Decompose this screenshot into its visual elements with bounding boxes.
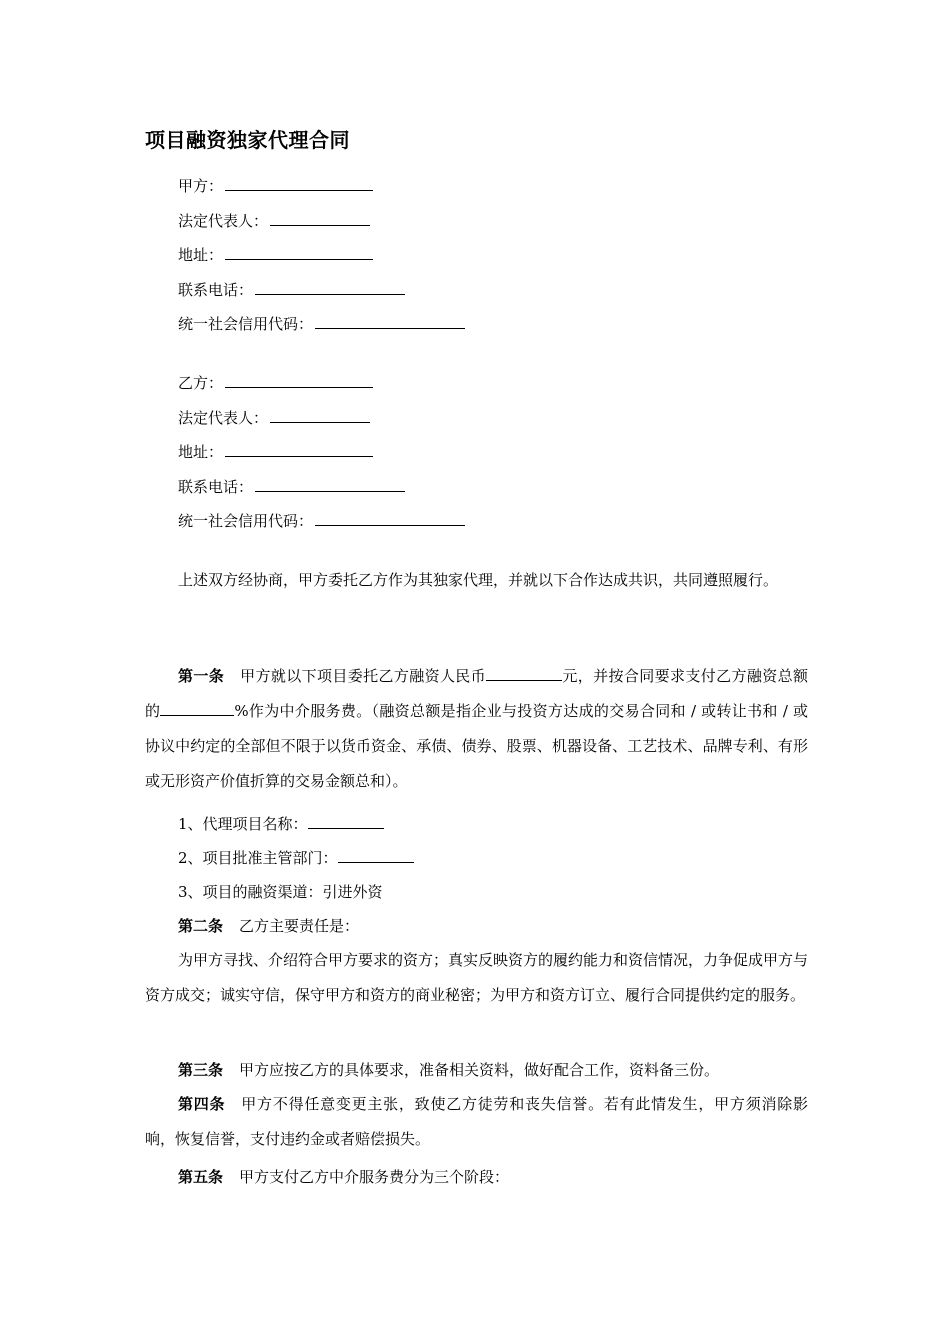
item-1 <box>178 814 384 834</box>
item-1-text: 1、代理项目名称： <box>178 815 308 833</box>
item-1-blank[interactable] <box>308 814 384 829</box>
clause-1-text-b: 元，并按合同要求支付乙方融资总额的 <box>145 667 808 720</box>
party-a-rep-label: 法定代表人： <box>178 212 269 230</box>
party-b-credit-label: 统一社会信用代码： <box>178 512 314 530</box>
clause-2-label: 第二条 <box>178 917 224 935</box>
party-b-address-blank[interactable] <box>225 442 373 457</box>
party-a-credit-label: 统一社会信用代码： <box>178 315 314 333</box>
item-2 <box>178 848 414 868</box>
clause-1-label: 第一条 <box>178 667 225 685</box>
party-a-address-field <box>178 245 373 265</box>
party-b-phone-blank[interactable] <box>255 477 405 492</box>
clause-1-amount-blank[interactable] <box>486 666 562 681</box>
party-b-phone-field <box>178 477 405 497</box>
party-a-credit-field <box>178 314 465 334</box>
clause-3-text: 甲方应按乙方的具体要求，准备相关资料，做好配合工作，资料备三份。 <box>239 1061 720 1079</box>
clause-3 <box>178 1060 719 1080</box>
party-b-address-field <box>178 442 373 462</box>
party-a-name-label: 甲方： <box>178 177 224 195</box>
party-b-credit-field <box>178 511 465 531</box>
clause-5-text: 甲方支付乙方中介服务费分为三个阶段： <box>239 1168 510 1186</box>
party-a-rep-field <box>178 211 370 231</box>
contract-title: 项目融资独家代理合同 <box>145 128 350 152</box>
party-b-name-label: 乙方： <box>178 374 224 392</box>
party-a-credit-blank[interactable] <box>315 314 465 329</box>
clause-4-label: 第四条 <box>178 1095 226 1113</box>
item-3-text: 3、项目的融资渠道：引进外资 <box>178 883 383 901</box>
party-a-rep-blank[interactable] <box>270 211 370 226</box>
clause-4-text: 甲方不得任意变更主张，致使乙方徒劳和丧失信誉。若有此情发生，甲方须消除影响，恢复信誉，支付违约金或者赔偿损失。 <box>145 1095 808 1148</box>
party-b-address-label: 地址： <box>178 443 224 461</box>
clause-1-text-c: %作为中介服务费。（融资总额是指企业与投资方达成的交易合同和 / 或转让书和 / 或协议中约定的全部但不限于以货币资金、承债、债券、股票、机器设备、工艺技术、品牌专利、有形或无形资产价值折算的交易金额总和）。 <box>145 702 808 790</box>
party-a-address-label: 地址： <box>178 246 224 264</box>
clause-3-label: 第三条 <box>178 1061 224 1079</box>
party-b-rep-blank[interactable] <box>270 408 370 423</box>
party-b-name-field <box>178 373 373 393</box>
item-3 <box>178 882 383 902</box>
clause-2-detail: 为甲方寻找、介绍符合甲方要求的资方；真实反映资方的履约能力和资信情况，力争促成甲方与资方成交；诚实守信，保守甲方和资方的商业秘密；为甲方和资方订立、履行合同提供约定的服务。 <box>145 951 809 1004</box>
party-b-rep-field <box>178 408 370 428</box>
clause-2-text: 乙方主要责任是： <box>239 917 360 935</box>
clause-1 <box>145 659 808 799</box>
clause-5-label: 第五条 <box>178 1168 224 1186</box>
party-b-name-blank[interactable] <box>225 373 373 388</box>
party-a-phone-blank[interactable] <box>255 280 405 295</box>
party-a-name-field <box>178 176 373 196</box>
item-2-blank[interactable] <box>338 848 414 863</box>
party-a-phone-field <box>178 280 405 300</box>
clause-1-percent-blank[interactable] <box>160 701 234 716</box>
clause-2 <box>178 916 359 936</box>
party-a-name-blank[interactable] <box>225 176 373 191</box>
party-b-phone-label: 联系电话： <box>178 478 254 496</box>
clause-4 <box>145 1087 808 1157</box>
party-a-phone-label: 联系电话： <box>178 281 254 299</box>
party-a-address-blank[interactable] <box>225 245 373 260</box>
party-b-credit-blank[interactable] <box>315 511 465 526</box>
clause-5 <box>178 1167 509 1187</box>
clause-1-text-a: 甲方就以下项目委托乙方融资人民币 <box>240 667 487 685</box>
intro-paragraph: 上述双方经协商，甲方委托乙方作为其独家代理，并就以下合作达成共识，共同遵照履行。 <box>178 571 779 589</box>
party-b-rep-label: 法定代表人： <box>178 409 269 427</box>
item-2-text: 2、项目批准主管部门： <box>178 849 338 867</box>
